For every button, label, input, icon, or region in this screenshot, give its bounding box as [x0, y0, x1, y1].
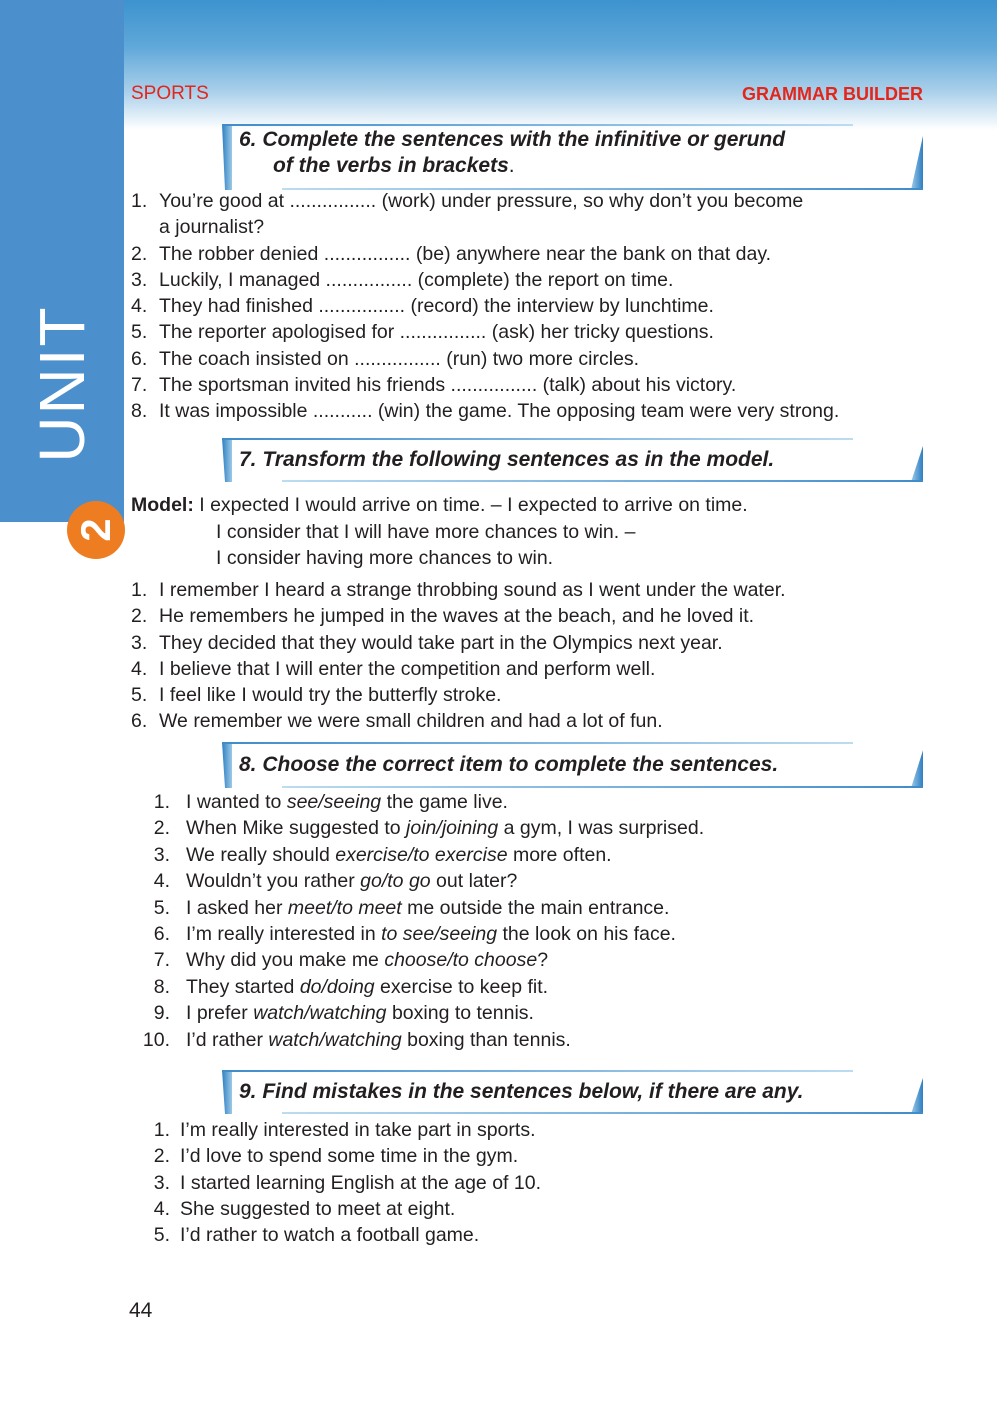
item-number: 5.: [153, 1224, 170, 1247]
item-number: 9.: [153, 1002, 170, 1025]
item-text-before: Wouldn’t you rather: [186, 870, 361, 893]
list-item: [130, 1222, 910, 1248]
item-text-before: They started: [186, 975, 300, 998]
item-text: The sportsman invited his friends ................ (talk) about his victory.: [159, 374, 737, 397]
exercise-8-title-text: 8. Choose the correct item to complete the sentences.: [239, 753, 779, 776]
model-example: [131, 492, 748, 572]
item-number: 6.: [153, 923, 170, 946]
item-text: I’d rather to watch a football game.: [180, 1224, 480, 1247]
item-number: 6.: [131, 710, 148, 733]
exercise-6-title: [222, 124, 923, 190]
item-text: They had finished ................ (record) the interview by lunchtime.: [159, 295, 714, 318]
item-choice: choose/to choose: [384, 949, 538, 972]
item-text: I believe that I will enter the competition and perform well.: [159, 657, 656, 680]
list-item: [131, 603, 931, 629]
item-text-after: exercise to keep fit.: [374, 975, 549, 998]
exercise-7-title-text: 7. Transform the following sentences as in the model.: [239, 448, 775, 471]
list-item: [130, 1170, 910, 1196]
model-label: Model:: [131, 494, 194, 516]
item-number: 4.: [131, 295, 148, 318]
item-number: 7.: [131, 374, 148, 397]
item-choice: watch/watching: [253, 1002, 387, 1025]
exercise-6-list: [131, 188, 931, 425]
item-text-after: boxing to tennis.: [386, 1002, 534, 1025]
exercise-6-title-line1: 6. Complete the sentences with the infinitive or gerund: [239, 128, 786, 151]
list-item: [130, 1143, 910, 1169]
item-number: 4.: [153, 870, 170, 893]
item-number: 1.: [153, 791, 170, 813]
item-number: 4.: [153, 1197, 170, 1220]
item-choice: meet/to meet: [287, 896, 402, 919]
item-text: She suggested to meet at eight.: [180, 1197, 456, 1220]
item-text: I remember I heard a strange throbbing sound as I went under the water.: [159, 579, 786, 601]
item-text-before: We really should: [186, 843, 336, 866]
list-item: [130, 895, 910, 921]
list-item: [130, 868, 910, 894]
item-text-after: ?: [537, 949, 549, 972]
list-item: [130, 842, 910, 868]
item-text-after: out later?: [430, 870, 518, 893]
item-text: I feel like I would try the butterfly stroke.: [159, 684, 502, 707]
item-choice: watch/watching: [268, 1028, 402, 1051]
item-number: 3.: [153, 843, 170, 866]
item-number: 5.: [153, 896, 170, 919]
list-item: [130, 789, 910, 815]
list-item: [131, 293, 931, 319]
item-text-before: When Mike suggested to: [186, 817, 407, 840]
unit-label: UNIT: [26, 305, 98, 463]
item-choice: see/seeing: [286, 791, 382, 813]
item-text: He remembers he jumped in the waves at the beach, and he loved it.: [159, 605, 755, 628]
unit-number-badge: [67, 501, 125, 559]
list-item: [130, 1000, 910, 1026]
list-item: [130, 815, 910, 841]
item-text-after: boxing than tennis.: [401, 1028, 571, 1051]
item-choice: join/joining: [406, 817, 499, 840]
item-text: I’m really interested in take part in sports.: [180, 1119, 536, 1141]
list-item: [131, 319, 931, 345]
item-text-after: me outside the main entrance.: [401, 896, 670, 919]
item-number: 2.: [153, 817, 170, 840]
item-text: Luckily, I managed ................ (complete) the report on time.: [159, 268, 674, 291]
item-number: 2.: [153, 1145, 170, 1168]
item-text-before: I’m really interested in: [186, 923, 382, 946]
item-choice: go/to go: [360, 870, 431, 893]
item-text: The robber denied ................ (be) anywhere near the bank on that day.: [159, 242, 772, 265]
model-line-2: I consider that I will have more chances to win. –: [216, 520, 636, 543]
item-number: 7.: [153, 949, 170, 972]
item-number: 1.: [153, 1119, 170, 1141]
list-item: [131, 577, 931, 603]
item-text: You’re good at ................ (work) under pressure, so why don’t you become: [159, 190, 804, 212]
item-number: 6.: [131, 347, 148, 370]
item-text-before: I wanted to: [186, 791, 287, 813]
item-choice: to see/seeing: [381, 923, 498, 946]
item-number: 3.: [131, 631, 148, 654]
exercise-8-list: [130, 789, 910, 1053]
model-line-3: I consider having more chances to win.: [216, 547, 554, 569]
item-number: 2.: [131, 605, 148, 628]
exercise-9-title: [222, 1070, 923, 1114]
list-item: [131, 346, 931, 372]
item-text: I’d love to spend some time in the gym.: [180, 1145, 519, 1168]
item-number: 1.: [131, 579, 148, 601]
item-text: I started learning English at the age of 10.: [180, 1171, 541, 1194]
list-item: [131, 656, 931, 682]
item-text: It was impossible ........... (win) the game. The opposing team were very strong.: [159, 400, 840, 423]
list-item: [130, 1117, 910, 1143]
item-text-after: a gym, I was surprised.: [498, 817, 705, 840]
list-item: [131, 630, 931, 656]
item-text-after: the look on his face.: [497, 923, 676, 946]
list-item: [130, 921, 910, 947]
item-number: 5.: [131, 321, 148, 344]
list-item: [130, 947, 910, 973]
item-text-continued: a journalist?: [159, 216, 265, 239]
list-item: [131, 708, 931, 734]
exercise-9-list: [130, 1117, 910, 1248]
unit-number: 2: [72, 518, 119, 542]
item-text-after: the game live.: [381, 791, 508, 813]
item-text: The reporter apologised for ................ (ask) her tricky questions.: [159, 321, 714, 344]
item-text-before: I asked her: [186, 896, 288, 919]
item-text-before: I’d rather: [186, 1028, 269, 1051]
item-number: 3.: [153, 1171, 170, 1194]
item-text-before: Why did you make me: [186, 949, 385, 972]
unit-side-tab: [0, 0, 124, 522]
list-item: [131, 241, 931, 267]
section-label: SPORTS: [131, 83, 209, 104]
item-number: 2.: [131, 242, 148, 265]
item-text: They decided that they would take part in the Olympics next year.: [159, 631, 723, 654]
item-number: 3.: [131, 268, 148, 291]
page-number: 44: [129, 1299, 153, 1322]
item-text: The coach insisted on ................ (run) two more circles.: [159, 347, 640, 370]
list-item: [131, 398, 931, 424]
item-text-after: more often.: [507, 843, 612, 866]
item-number: 5.: [131, 684, 148, 707]
item-choice: do/doing: [299, 975, 375, 998]
item-number: 8.: [153, 975, 170, 998]
exercise-8-title: [222, 742, 923, 788]
item-number: 4.: [131, 657, 148, 680]
header-band: [124, 0, 997, 130]
list-item: [130, 1196, 910, 1222]
list-item: [131, 188, 931, 241]
exercise-6-title-line2: of the verbs in brackets: [273, 154, 509, 177]
category-label: GRAMMAR BUILDER: [742, 84, 923, 104]
item-number: 8.: [131, 400, 148, 423]
item-number: 10.: [142, 1028, 170, 1051]
exercise-7-title: [222, 438, 923, 482]
exercise-7-list: [131, 577, 931, 735]
model-line-1: I expected I would arrive on time. – I expected to arrive on time.: [199, 494, 748, 516]
exercise-9-title-text: 9. Find mistakes in the sentences below, if there are any.: [239, 1080, 804, 1103]
item-choice: exercise/to exercise: [335, 843, 508, 866]
exercise-6-title-period: .: [508, 154, 515, 177]
list-item: [131, 682, 931, 708]
item-text: We remember we were small children and had a lot of fun.: [159, 710, 663, 733]
item-number: 1.: [131, 190, 148, 212]
item-text-before: I prefer: [186, 1002, 254, 1025]
list-item: [130, 974, 910, 1000]
list-item: [131, 267, 931, 293]
list-item: [131, 372, 931, 398]
list-item: [130, 1027, 910, 1053]
